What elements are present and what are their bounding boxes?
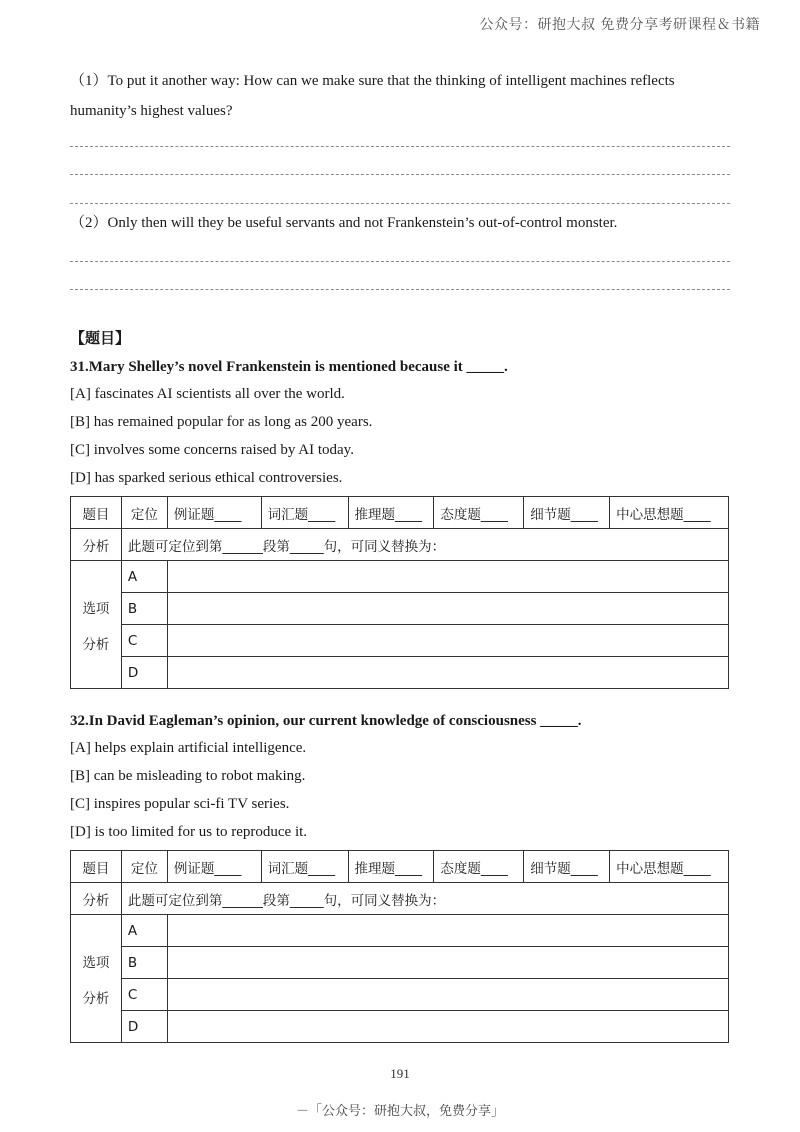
answer-line — [70, 146, 730, 147]
type-locate: 定位 — [121, 497, 167, 529]
answer-line — [70, 261, 730, 262]
option-letter: D — [121, 657, 167, 689]
option-c: [C] involves some concerns raised by AI today. — [70, 442, 354, 458]
analysis-label: 分析 — [71, 883, 122, 915]
footer-watermark: －「公众号：研抱大叔，免费分享」 — [295, 1104, 504, 1119]
option-analysis-cell — [167, 593, 728, 625]
option-analysis-cell — [167, 561, 728, 593]
option-a: [A] fascinates AI scientists all over the world. — [70, 386, 345, 402]
option-d: [D] is too limited for us to reproduce it. — [70, 824, 308, 840]
translation-sentence-2: （2）Only then will they be useful servants and not Frankenstein’s out-of-control monster. — [70, 215, 618, 231]
type-main-idea: 中心思想题____ — [610, 497, 729, 529]
option-analysis-cell — [167, 1011, 728, 1043]
type-locate: 定位 — [121, 851, 167, 883]
option-analysis-cell — [167, 657, 728, 689]
analysis-table — [70, 850, 729, 1043]
type-attitude: 态度题____ — [434, 851, 524, 883]
answer-line — [70, 203, 730, 204]
type-inference: 推理题____ — [348, 497, 434, 529]
option-analysis-label-line1: 选项 — [82, 954, 110, 971]
type-inference: 推理题____ — [348, 851, 434, 883]
locate-text: 此题可定位到第______段第_____句，可同义替换为： — [121, 883, 728, 915]
type-main-idea: 中心思想题____ — [610, 851, 729, 883]
type-example: 例证题____ — [167, 497, 261, 529]
answer-line — [70, 289, 730, 290]
topic-label: 题目 — [71, 497, 122, 529]
option-analysis-label — [71, 561, 122, 689]
option-letter: B — [121, 593, 167, 625]
section-title: 【题目】 — [70, 329, 131, 347]
locate-text: 此题可定位到第______段第_____句，可同义替换为： — [121, 529, 728, 561]
type-example: 例证题____ — [167, 851, 261, 883]
option-analysis-label-line2: 分析 — [82, 636, 110, 653]
option-letter: A — [121, 561, 167, 593]
question-stem: 31.Mary Shelley’s novel Frankenstein is mentioned because it _____. — [70, 359, 508, 375]
option-letter: D — [121, 1011, 167, 1043]
topic-label: 题目 — [71, 851, 122, 883]
option-analysis-cell — [167, 947, 728, 979]
option-analysis-cell — [167, 625, 728, 657]
option-b: [B] has remained popular for as long as 200 years. — [70, 414, 373, 430]
translation-sentence-1: （1）To put it another way: How can we make sure that the thinking of intelligent machines reflects humanity’s highest values? — [70, 73, 675, 119]
header-watermark: 公众号：研抱大叔 免费分享考研课程＆书籍 — [479, 17, 760, 33]
type-vocabulary: 词汇题____ — [261, 497, 348, 529]
option-analysis-label-line2: 分析 — [82, 990, 110, 1007]
option-analysis-label — [71, 915, 122, 1043]
answer-line — [70, 174, 730, 175]
option-analysis-label-line1: 选项 — [82, 600, 110, 617]
option-letter: B — [121, 947, 167, 979]
page-number: 191 — [390, 1066, 410, 1081]
type-attitude: 态度题____ — [434, 497, 524, 529]
analysis-table — [70, 496, 729, 689]
option-letter: A — [121, 915, 167, 947]
analysis-label: 分析 — [71, 529, 122, 561]
option-letter: C — [121, 979, 167, 1011]
option-analysis-cell — [167, 979, 728, 1011]
type-detail: 细节题____ — [524, 851, 610, 883]
option-letter: C — [121, 625, 167, 657]
option-d: [D] has sparked serious ethical controversies. — [70, 470, 343, 486]
option-c: [C] inspires popular sci-fi TV series. — [70, 796, 290, 812]
option-a: [A] helps explain artificial intelligence. — [70, 740, 307, 756]
type-vocabulary: 词汇题____ — [261, 851, 348, 883]
type-detail: 细节题____ — [524, 497, 610, 529]
question-stem: 32.In David Eagleman’s opinion, our current knowledge of consciousness _____. — [70, 713, 582, 729]
option-analysis-cell — [167, 915, 728, 947]
option-b: [B] can be misleading to robot making. — [70, 768, 306, 784]
